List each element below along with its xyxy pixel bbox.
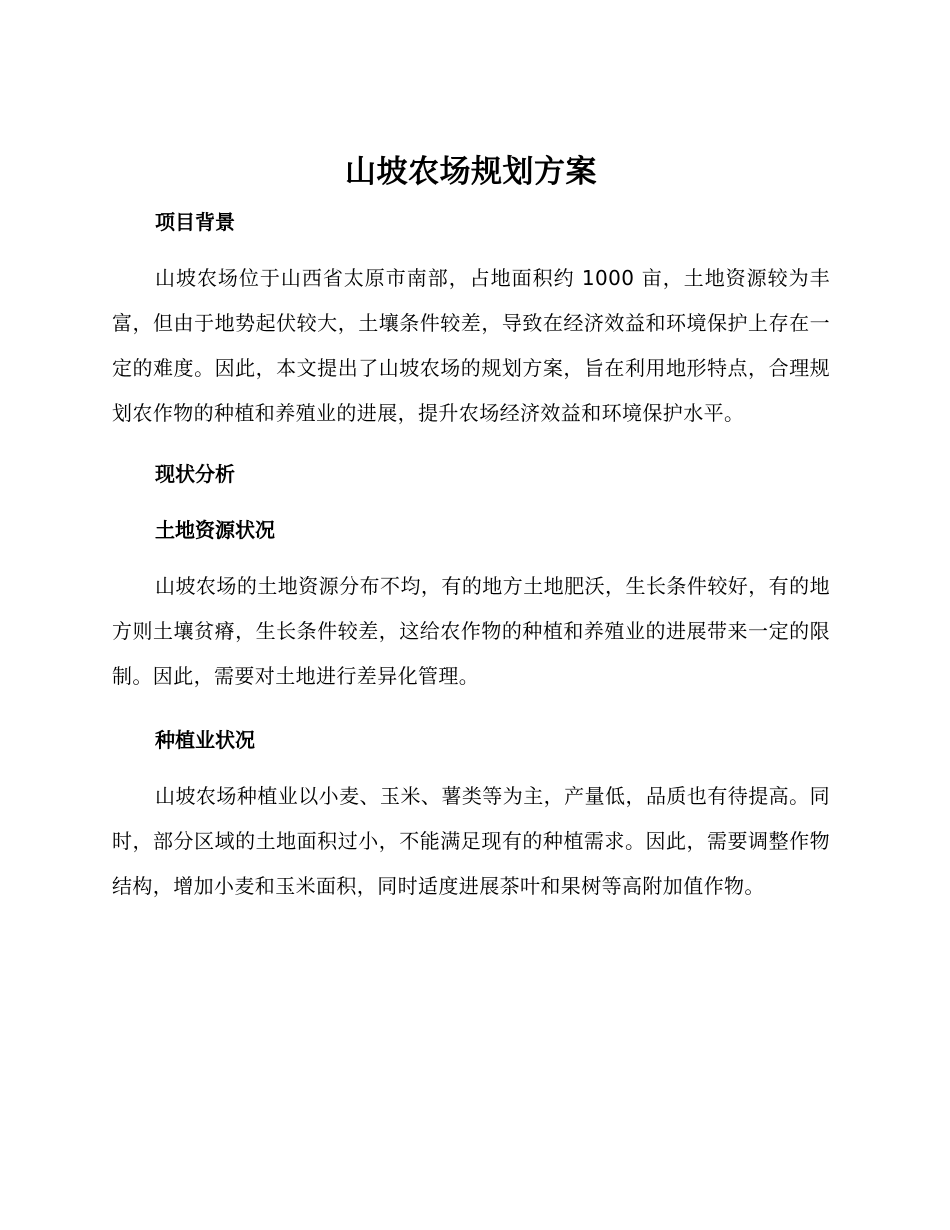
section-heading-project-background: 项目背景 bbox=[155, 210, 235, 234]
section-heading-status-analysis: 现状分析 bbox=[155, 462, 235, 486]
section-heading-planting-industry: 种植业状况 bbox=[155, 728, 255, 752]
paragraph-land-resources: 山坡农场的土地资源分布不均，有的地方土地肥沃，生长条件较好，有的地方则土壤贫瘠，生长条件较差，这给农作物的种植和养殖业的进展带来一定的限制。因此，需要对土地进行差异化管理。 bbox=[112, 574, 830, 688]
document-title: 山坡农场规划方案 bbox=[345, 154, 597, 190]
paragraph-project-background: 山坡农场位于山西省太原市南部，占地面积约 1000 亩，土地资源较为丰富，但由于地势起伏较大，土壤条件较差，导致在经济效益和环境保护上存在一定的难度。因此，本文提出了山坡农场的规划方案，旨在利用地形特点，合理规划农作物的种植和养殖业的进展，提升农场经济效益和环境保护水平。 bbox=[112, 266, 830, 425]
paragraph-planting-industry: 山坡农场种植业以小麦、玉米、薯类等为主，产量低，品质也有待提高。同时，部分区域的土地面积过小，不能满足现有的种植需求。因此，需要调整作物结构，增加小麦和玉米面积，同时适度进展茶叶和果树等高附加值作物。 bbox=[112, 784, 830, 898]
section-heading-land-resources: 土地资源状况 bbox=[155, 518, 275, 542]
